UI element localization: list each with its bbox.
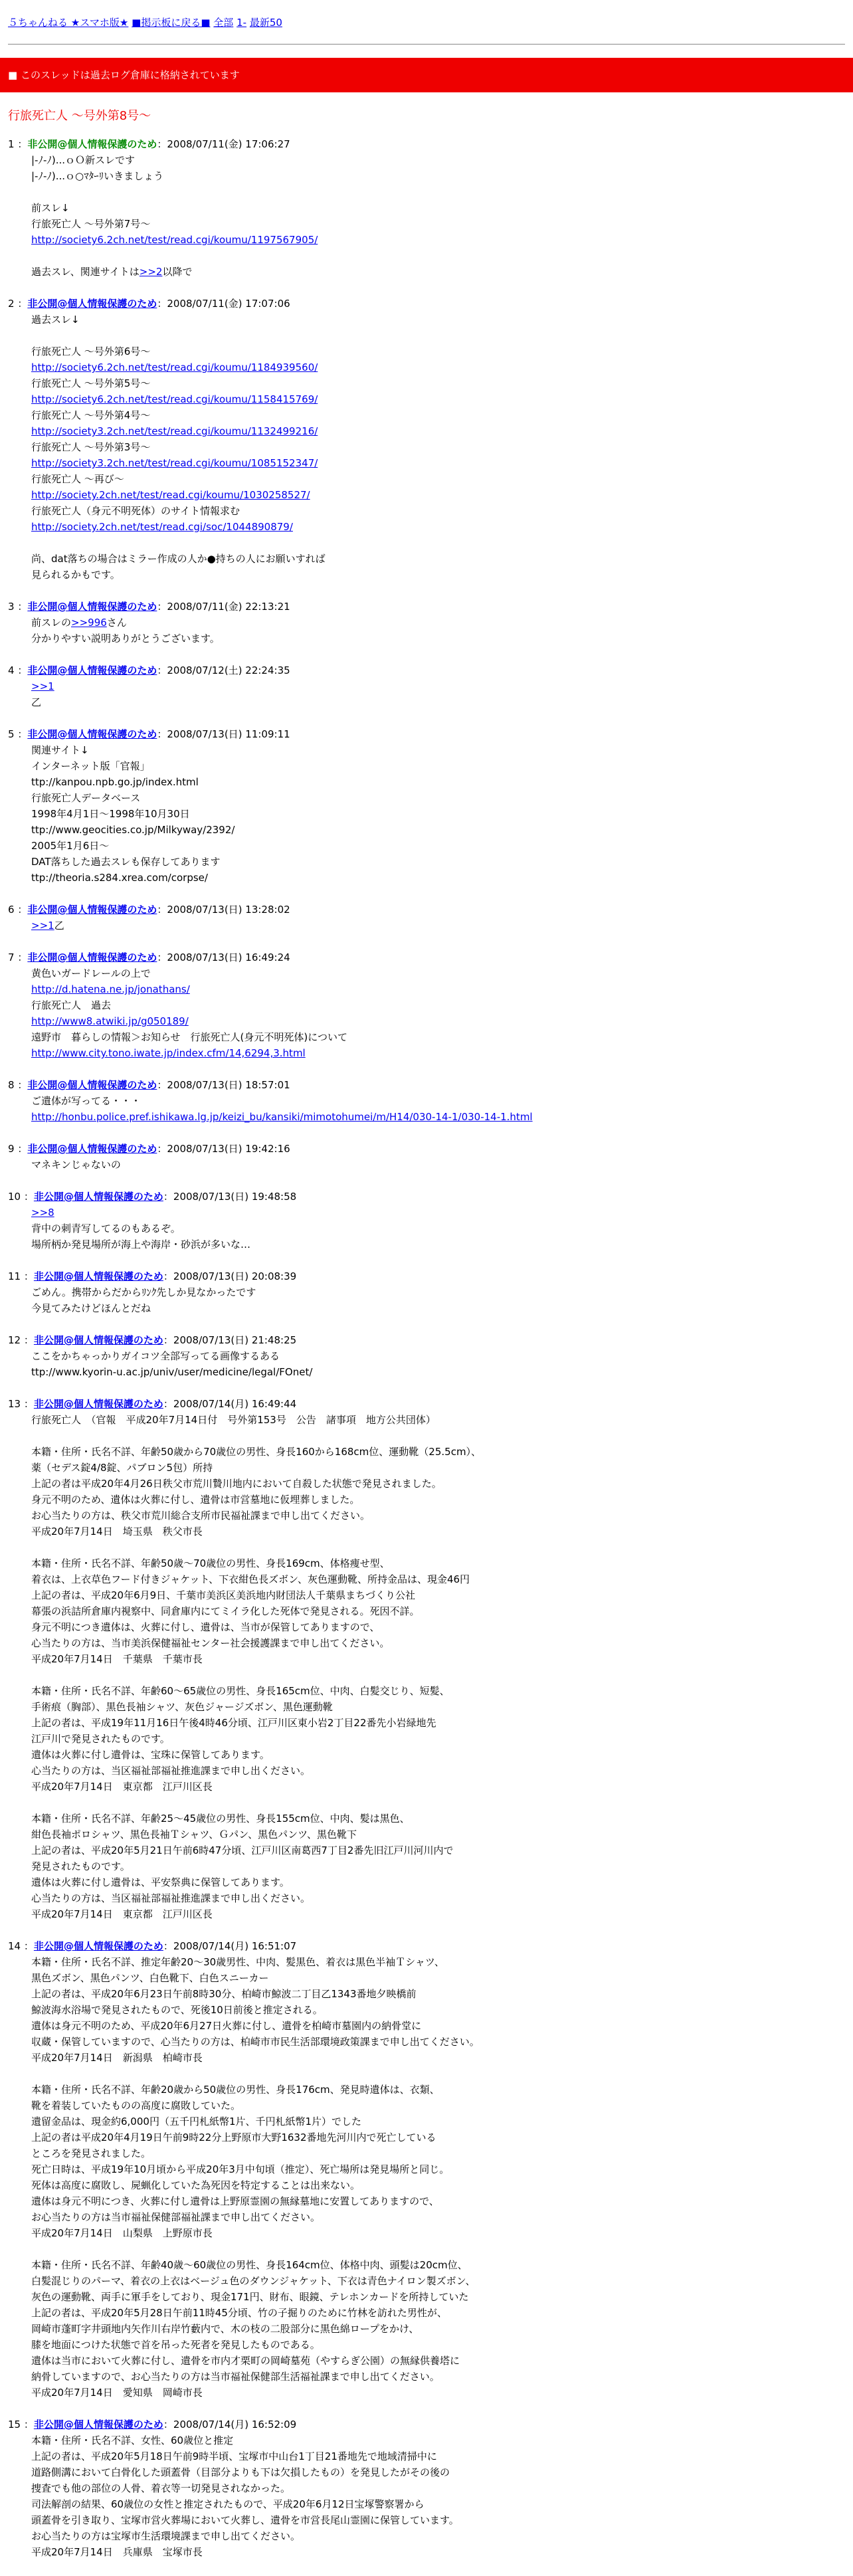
post-line: 靴を着装していたものの高度に腐敗していた。 [31,2100,241,2112]
post-line [31,359,845,375]
post-line: 灰色の運動靴、両手に軍手をしており、現金171円、財布、眼鏡、テレホンカードを所持していた [31,2291,469,2303]
post-line: 行旅死亡人 〜号外第6号〜 [31,346,151,357]
post-line: 尚、dat落ちの場合はミラー作成の人か●持ちの人にお願いすれば [31,553,326,565]
post-body [8,1954,845,2401]
post-line: 上記の者は、平成19年11月16日午後4時46分頃、江戸川区東小岩2丁目22番先小岩緑地先 [31,1717,436,1729]
post-line: |-ﾉ-ﾉ)...ｏ○ﾏﾀｰﾘいきましょう [31,170,164,182]
post-line: 行旅死亡人（身元不明死体）のサイト情報求む [31,505,240,517]
post-header: 1 ：非公開@個人情報保護のため：2008/07/11(金) 17:06:27 [8,138,290,150]
post-number: 13 [8,1398,21,1410]
post-line: ttp://kanpou.npb.go.jp/index.html [31,776,199,788]
post-number: 7 [8,951,15,963]
post-line [31,423,845,439]
post-header: 5 ：非公開@個人情報保護のため：2008/07/13(日) 11:09:11 [8,728,290,740]
post-body [8,1348,845,1380]
post-line: 本籍・住所・氏名不詳、年齢50歳から70歳位の男性、身長160から168cm位、運動靴（25.5cm）、 [31,1446,482,1458]
post [0,136,853,280]
post-line: 本籍・住所・氏名不詳、年齢60〜65歳位の男性、身長165cm位、中肉、白髪交じり、短髪、 [31,1685,450,1697]
range-1-link[interactable]: 1- [237,17,247,29]
post-line [31,184,845,200]
post-line: 背中の刺青写してるのもあるぞ。 [31,1223,181,1235]
post-line: 場所柄か発見場所が海上や海岸・砂浜が多いな… [31,1238,251,1250]
post-date: 2008/07/13(日) 18:57:01 [167,1079,290,1091]
post-link[interactable]: http://www.city.tono.iwate.jp/index.cfm/14,6294,3.html [31,1047,306,1059]
post-link[interactable]: http://society.2ch.net/test/read.cgi/soc/1044890879/ [31,521,293,533]
post-body [8,1157,845,1173]
post-line: 手術痕（胸部）、黒色長袖シャツ、灰色ジャージズボン、黒色運動靴 [31,1701,333,1713]
post-line: 行旅死亡人 〜再び〜 [31,473,124,485]
post-line [31,1428,845,1444]
post-line: 過去スレ、関連サイトは>>2以降で [31,266,193,278]
post [0,902,853,934]
post-date: 2008/07/11(金) 22:13:21 [167,601,290,613]
post-line: 遠野市 暮らしの情報＞お知らせ 行旅死亡人(身元不明死体)について [31,1031,347,1043]
reply-anchor-link[interactable]: >>996 [71,617,107,629]
post-line: 上記の者は、平成20年5月21日午前6時47分頃、江戸川区南葛西7丁目2番先旧江戸川河川内で [31,1844,454,1856]
post-line: 上記の者は平成20年4月19日午前9時22分上野原市大野1632番地先河川内で死亡している [31,2131,436,2143]
post-date: 2008/07/13(日) 13:28:02 [167,904,290,916]
post-link[interactable]: http://honbu.police.pref.ishikawa.lg.jp/keizi_bu/kansiki/mimotohumei/m/H14/030-14-1/030-14-1.html [31,1111,533,1123]
post-line [31,1539,845,1555]
post-number: 3 [8,601,15,613]
post-line: 上記の者は、平成20年6月9日、千葉市美浜区美浜地内財団法人千葉県まちづくり公社 [31,1589,416,1601]
post-line: 心当たりの方は、当市美浜保健福祉センター社会援護課まで申し出てください。 [31,1637,390,1649]
post-date: 2008/07/11(金) 17:06:27 [167,138,290,150]
post-line: 本籍・住所・氏名不詳、年齢20歳から50歳位の男性、身長176cm、発見時遺体は、衣類、 [31,2084,440,2096]
post-header: 3 ：非公開@個人情報保護のため：2008/07/11(金) 22:13:21 [8,601,290,613]
post-line: 黄色いガードレールの上で [31,967,151,979]
post-line [31,487,845,503]
post-header: 8 ：非公開@個人情報保護のため：2008/07/13(日) 18:57:01 [8,1079,290,1091]
post-line: 見られるかもです。 [31,569,120,581]
post-header: 2 ：非公開@個人情報保護のため：2008/07/11(金) 17:07:06 [8,298,290,310]
post-line: 関連サイト↓ [31,744,89,756]
post-line: 幕張の浜詰所倉庫内視察中、同倉庫内にてミイラ化した死体で発見される。死因不詳。 [31,1605,420,1617]
post-line: お心当たりの方は、秩父市荒川総合支所市民福祉課まで申し出てください。 [31,1510,371,1522]
post-line: 膝を地面につけた状態で首を吊った死者を発見したものである。 [31,2339,320,2351]
post-line: 今見てみたけどほんとだね [31,1302,151,1314]
post-number: 15 [8,2419,21,2430]
post-line [31,328,845,344]
post-number: 6 [8,904,15,916]
post-header: 4 ：非公開@個人情報保護のため：2008/07/12(土) 22:24:35 [8,664,290,676]
post-line: DAT落ちした過去スレも保存してあります [31,856,221,868]
post-body [8,615,845,646]
post-line: 行旅死亡人 （官報 平成20年7月14日付 号外第153号 公告 諸事項 地方公共団体） [31,1414,436,1426]
post-link[interactable]: >>8 [31,1207,54,1219]
post-line: 捜査でも他の部位の人骨、着衣等一切発見されなかった。 [31,2482,291,2494]
post-line: 行旅死亡人 〜号外第4号〜 [31,409,151,421]
post [0,1141,853,1173]
post-link[interactable]: http://society.2ch.net/test/read.cgi/koumu/1030258527/ [31,489,310,501]
post [0,949,853,1061]
post-line: 遺体は火葬に付し遺骨は、平安祭典に保管してあります。 [31,1876,290,1888]
post-link[interactable]: http://society6.2ch.net/test/read.cgi/koumu/1197567905/ [31,234,318,246]
post-line: 死体は高度に腐敗し、屍蝋化していた為死因を特定することは出来ない。 [31,2179,361,2191]
post-line: 白髪混じりのパーマ、着衣の上衣はベージュ色のダウンジャケット、下衣は青色ナイロン製ズボン、 [31,2275,476,2287]
post [0,726,853,886]
post-body [8,1412,845,1922]
post [0,1268,853,1316]
post-line [31,1109,845,1125]
post [0,1332,853,1380]
post-number: 9 [8,1143,15,1155]
post-line: 平成20年7月14日 東京都 江戸川区長 [31,1908,213,1920]
post [0,2417,853,2560]
post-line: 収蔵・保管していますので、心当たりの方は、柏崎市市民生活部環境政策課まで申し出てください。 [31,2036,480,2048]
post-number: 10 [8,1191,21,1203]
post-line: 発見されたものです。 [31,1860,130,1872]
post-line: 上記の者は、平成20年5月18日午前9時半頃、宝塚市中山台1丁目21番地先で地域清掃中に [31,2450,437,2462]
post-header: 13 ：非公開@個人情報保護のため：2008/07/14(月) 16:49:44 [8,1398,297,1410]
post-line: 上記の者は、平成20年5月28日午前11時45分頃、竹の子掘りのために竹林を訪れた男性が、 [31,2307,447,2319]
post-number: 12 [8,1334,21,1346]
thread-title: 行旅死亡人 〜号外第8号〜 [8,109,151,123]
poster-name-link[interactable]: 非公開@個人情報保護のため [27,664,157,676]
post-link[interactable]: >>1 [31,680,54,692]
post-line [31,678,845,694]
back-to-board-link[interactable]: ■掲示板に戻る■ [132,17,211,29]
post-line: ところを発見されました。 [31,2147,151,2159]
post-body [8,1093,845,1125]
top-nav [0,0,853,37]
post-line: 平成20年7月14日 愛知県 岡崎市長 [31,2387,203,2399]
post-line: 平成20年7月14日 東京都 江戸川区長 [31,1781,213,1793]
post-line: 鯨波海水浴場で発見されたもので、死後10日前後と推定される。 [31,2004,323,2016]
post [0,1189,853,1252]
poster-name-link[interactable]: 非公開@個人情報保護のため [33,1398,163,1410]
post-number: 5 [8,728,15,740]
poster-name-link[interactable]: 非公開@個人情報保護のため [27,951,157,963]
post-date: 2008/07/13(日) 16:49:24 [167,951,290,963]
post-date: 2008/07/13(日) 11:09:11 [167,728,290,740]
post-date: 2008/07/13(日) 19:42:16 [167,1143,290,1155]
post-line: お心当たりの方は当市福祉保健部福祉課まで申し出てください。 [31,2211,321,2223]
post-line: 行旅死亡人 〜号外第3号〜 [31,441,151,453]
post-line: 薬（セデス錠4/8錠、パブロン5包）所持 [31,1462,213,1474]
post-header: 12 ：非公開@個人情報保護のため：2008/07/13(日) 21:48:25 [8,1334,297,1346]
post-date: 2008/07/14(月) 16:52:09 [173,2419,297,2430]
all-posts-link[interactable]: 全部 [213,17,234,29]
post-body [8,742,845,886]
post [0,662,853,710]
post-header: 14 ：非公開@個人情報保護のため：2008/07/14(月) 16:51:07 [8,1940,297,1952]
post-header: 10 ：非公開@個人情報保護のため：2008/07/13(日) 19:48:58 [8,1191,297,1203]
post-number: 14 [8,1940,21,1952]
post-line: |-ﾉ-ﾉ)...ｏＯ新スレです [31,154,136,166]
poster-name-link[interactable]: 非公開@個人情報保護のため [33,2419,163,2430]
post-line: 頭蓋骨を引き取り、宝塚市営火葬場において火葬し、遺骨を市営長尾山霊園に保管しています。 [31,2514,459,2526]
poster-name-link[interactable]: 非公開@個人情報保護のため [33,1191,163,1203]
post-link[interactable]: http://society3.2ch.net/test/read.cgi/koumu/1132499216/ [31,425,318,437]
post-line: 前スレ↓ [31,202,70,214]
poster-name-link[interactable]: 非公開@個人情報保護のため [27,728,157,740]
post-line: 遺留金品は、現金約6,000円（五千円札紙幣1片、千円札紙幣1片）でした [31,2116,362,2128]
post-line: 行旅死亡人 過去 [31,999,112,1011]
post-line: 分かりやすい説明ありがとうございます。 [31,633,220,644]
post-line: お心当たりの方は宝塚市生活環境課まで申し出てください。 [31,2530,301,2542]
post-line: 紺色長袖ポロシャツ、黒色長袖Ｔシャツ、Ｇパン、黒色パンツ、黒色靴下 [31,1829,357,1840]
post-date: 2008/07/14(月) 16:51:07 [173,1940,297,1952]
post-link[interactable]: http://society6.2ch.net/test/read.cgi/koumu/1158415769/ [31,393,318,405]
post-line: 平成20年7月14日 山梨県 上野原市長 [31,2227,213,2239]
post-line: 着衣は、上衣草色フード付きジャケット、下衣紺色長ズボン、灰色運動靴、所持金品は、現金46円 [31,1573,470,1585]
post-line: 遺体は身元不明のため、平成20年6月27日火葬に付し、遺骨を柏崎市墓園内の納骨堂に [31,2020,422,2032]
post-line: ごめん。携帯からだからﾘﾝｸ先しか見なかったです [31,1286,256,1298]
post-line: ttp://www.geocities.co.jp/Milkyway/2392/ [31,824,235,836]
post-line: インターネット版「官報」 [31,760,150,772]
post-line: 平成20年7月14日 埼玉県 秩父市長 [31,1526,203,1537]
post-line: 道路側溝において白骨化した頭蓋骨（目部分よりも下は欠損したもの）を発見したがその後の [31,2466,450,2478]
post-line: 行旅死亡人 〜号外第5号〜 [31,377,151,389]
post-line [31,1045,845,1061]
post-line: 前スレの>>996さん [31,617,127,629]
reply-anchor-link[interactable]: >>2 [139,266,163,278]
post-line: 本籍・住所・氏名不詳、推定年齢20〜30歳男性、中肉、髪黒色、着衣は黒色半袖Ｔシャツ、 [31,1956,444,1968]
post-line: >>1乙 [31,920,64,932]
post-date: 2008/07/14(月) 16:49:44 [173,1398,297,1410]
post-line: 1998年4月1日〜1998年10月30日 [31,808,190,820]
post-line [31,455,845,471]
poster-name-link[interactable]: 非公開@個人情報保護のため [33,1270,163,1282]
post-list [0,136,853,2560]
post-body [8,312,845,583]
post-line [31,1205,845,1221]
post-line: ttp://www.kyorin-u.ac.jp/univ/user/medicine/legal/FOnet/ [31,1366,313,1378]
post-body [8,1284,845,1316]
post-body [8,678,845,710]
post-date: 2008/07/13(日) 20:08:39 [173,1270,297,1282]
post-header: 15 ：非公開@個人情報保護のため：2008/07/14(月) 16:52:09 [8,2419,297,2430]
post [0,296,853,583]
post-line [31,1795,845,1811]
post-body [8,1205,845,1252]
post-line: 納骨していますので、お心当たりの方は当市福祉保健部生活福祉課まで申し出てください。 [31,2371,440,2383]
post-number: 8 [8,1079,15,1091]
post-line [31,1667,845,1683]
archive-banner: ■ このスレッドは過去ログ倉庫に格納されています [0,58,853,92]
post-line: 本籍・住所・氏名不詳、女性、60歳位と推定 [31,2434,234,2446]
poster-name-link[interactable]: 非公開@個人情報保護のため [27,904,157,916]
post-number: 4 [8,664,15,676]
post-line: 遺体は当市において火葬に付し、遺骨を市内才栗町の岡崎墓苑（やすらぎ公園）の無縁供養塔に [31,2355,460,2367]
post-number: 1 [8,138,15,150]
post-header: 11 ：非公開@個人情報保護のため：2008/07/13(日) 20:08:39 [8,1270,297,1282]
post-number: 11 [8,1270,21,1282]
post-date: 2008/07/12(土) 22:24:35 [167,664,290,676]
post-line: 心当たりの方は、当区福祉部福祉推進課まで申し出ください。 [31,1765,311,1777]
post-link[interactable]: >>1 [31,920,54,932]
poster-name-link[interactable]: 非公開@個人情報保護のため [33,1940,163,1952]
post-header: 7 ：非公開@個人情報保護のため：2008/07/13(日) 16:49:24 [8,951,290,963]
post-line [31,391,845,407]
post-header: 9 ：非公開@個人情報保護のため：2008/07/13(日) 19:42:16 [8,1143,290,1155]
post-line: マネキンじゃないの [31,1159,121,1171]
post-body [8,965,845,1061]
post-line: 岡崎市蓬町字井頭地内矢作川右岸竹藪内で、木の枝の二股部分に黒色綿ロープをかけ、 [31,2323,419,2335]
post-link[interactable]: http://society3.2ch.net/test/read.cgi/koumu/1085152347/ [31,457,318,469]
poster-name-link[interactable]: 非公開@個人情報保護のため [27,601,157,613]
post-line: 本籍・住所・氏名不詳、年齢40歳〜60歳位の男性、身長164cm位、体格中肉、頭髪は20cm位、 [31,2259,468,2271]
post-line: 身元不明のため、遺体は火葬に付し、遺骨は市営墓地に仮埋葬しました。 [31,1494,360,1506]
post-line: 行旅死亡人データベース [31,792,141,804]
post-line: 行旅死亡人 〜号外第7号〜 [31,218,151,230]
post-line: ttp://theoria.s284.xrea.com/corpse/ [31,872,208,884]
latest-50-link[interactable]: 最新50 [249,17,282,29]
post-date: 2008/07/13(日) 21:48:25 [173,1334,297,1346]
post-link[interactable]: http://d.hatena.ne.jp/jonathans/ [31,983,190,995]
post-line: 身元不明につき遺体は、火葬に付し、遺骨は、当市が保管してありますので、 [31,1621,380,1633]
post-line: 江戸川で発見されたものです。 [31,1733,170,1745]
post-line: 本籍・住所・氏名不詳、年齢50歳〜70歳位の男性、身長169cm、体格痩せ型、 [31,1557,390,1569]
poster-name-link[interactable]: 非公開@個人情報保護のため [27,298,157,310]
post-date: 2008/07/13(日) 19:48:58 [173,1191,297,1203]
post-link[interactable]: http://society6.2ch.net/test/read.cgi/koumu/1184939560/ [31,361,318,373]
post-line: 上記の者は、平成20年6月23日午前8時30分、柏崎市鯨波二丁目乙1343番地夕映橋前 [31,1988,417,2000]
poster-name: 非公開@個人情報保護のため [27,138,157,150]
post-line: ご遺体が写ってる・・・ [31,1095,142,1107]
post-line [31,519,845,535]
post-line: 平成20年7月14日 兵庫県 宝塚市長 [31,2546,203,2558]
post-body [8,918,845,934]
post-line [31,2066,845,2082]
divider [8,44,845,45]
post-line [31,1013,845,1029]
mobile-version-link[interactable]: ５ちゃんねる ★スマホ版★ [8,17,129,29]
post-line: 本籍・住所・氏名不詳、年齢25〜45歳位の男性、身長155cm位、中肉、髪は黒色、 [31,1813,410,1825]
post-body [8,152,845,280]
post-line: 黒色ズボン、黒色パンツ、白色靴下、白色スニーカー [31,1972,269,1984]
post-link[interactable]: http://www8.atwiki.jp/g050189/ [31,1015,189,1027]
post-line: 2005年1月6日〜 [31,840,110,852]
poster-name-link[interactable]: 非公開@個人情報保護のため [27,1143,157,1155]
post [0,1938,853,2401]
post-line: 乙 [31,696,42,708]
post-line [31,232,845,248]
poster-name-link[interactable]: 非公開@個人情報保護のため [33,1334,163,1346]
post-line: 心当たりの方は、当区福祉部福祉推進課まで申し出ください。 [31,1892,311,1904]
post-line [31,248,845,264]
post-line: 上記の者は平成20年4月26日秩父市荒川贄川地内において自殺した状態で発見されました。 [31,1478,442,1490]
post-line: 過去スレ↓ [31,314,80,326]
post-line: 遺体は身元不明につき、火葬に付し遺骨は上野原霊園の無縁墓地に安置してありますので、 [31,2195,439,2207]
post-number: 2 [8,298,15,310]
post-body [8,2432,845,2560]
post [0,599,853,646]
post [0,1077,853,1125]
post-line [31,535,845,551]
poster-name-link[interactable]: 非公開@個人情報保護のため [27,1079,157,1091]
post-line [31,981,845,997]
post-line: 平成20年7月14日 千葉県 千葉市長 [31,1653,203,1665]
post-line: 死亡日時は、平成19年10月頃から平成20年3月中旬頃（推定）、死亡場所は発見場所と同じ。 [31,2163,450,2175]
post-date: 2008/07/11(金) 17:07:06 [167,298,290,310]
post [0,1396,853,1922]
post-line: 司法解剖の結果、60歳位の女性と推定されたもので、平成20年6月12日宝塚警察署から [31,2498,425,2510]
post-line: 遺体は火葬に付し遺骨は、宝珠に保管してあります。 [31,1749,270,1761]
post-line: ここをかちゃっかりガイコツ全部写ってる画像するある [31,1350,280,1362]
post-line: 平成20年7月14日 新潟県 柏崎市長 [31,2052,203,2064]
post-line [31,2241,845,2257]
post-header: 6 ：非公開@個人情報保護のため：2008/07/13(日) 13:28:02 [8,904,290,916]
